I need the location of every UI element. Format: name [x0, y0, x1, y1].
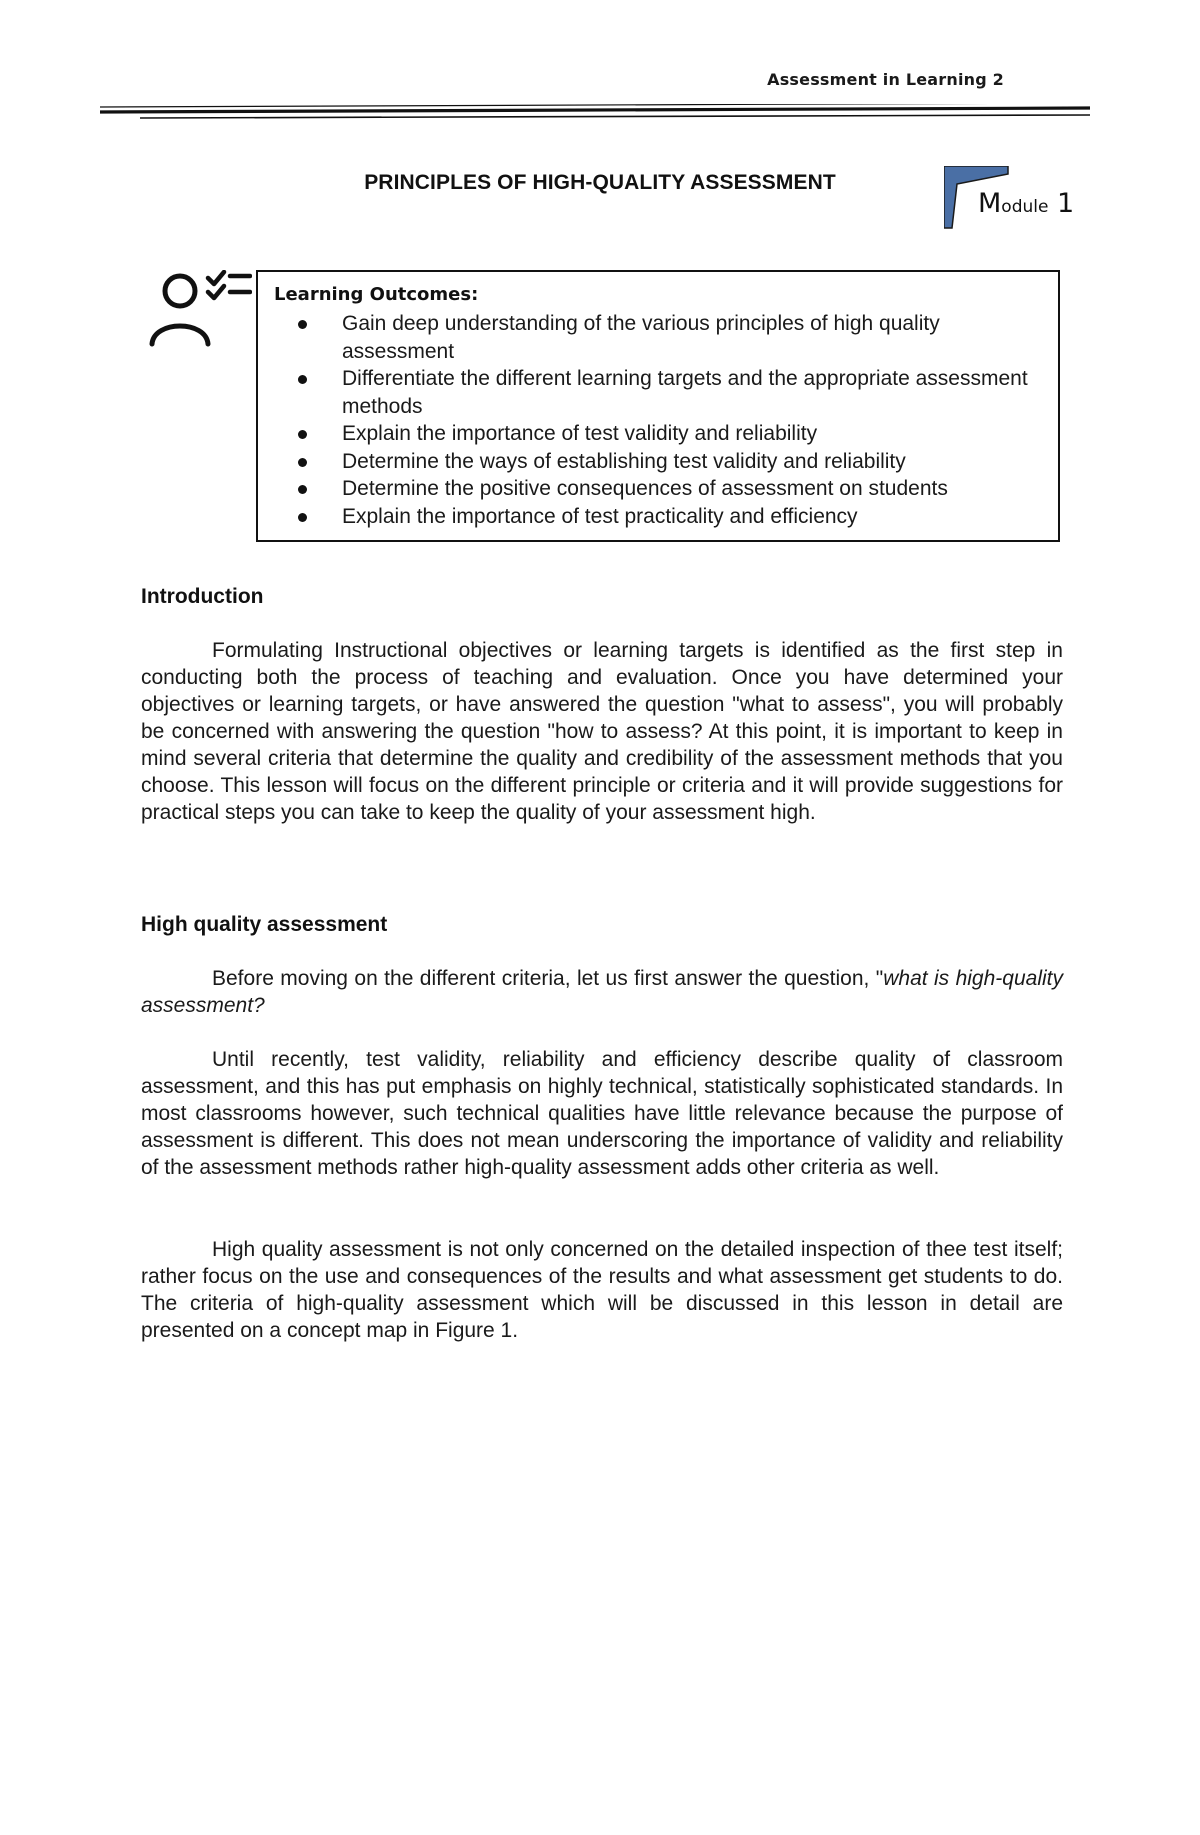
list-item [292, 475, 1032, 503]
bullet-icon [298, 458, 307, 467]
header-rule-top-thin [100, 104, 1090, 107]
header-rule [100, 104, 1090, 128]
learning-outcomes-list [292, 310, 1032, 530]
module-number: 1 [1057, 188, 1075, 219]
module-label [978, 188, 1074, 219]
list-item [292, 365, 1032, 420]
bullet-icon [298, 430, 307, 439]
learner-checklist-icon [146, 270, 252, 350]
high-quality-paragraph-2: Until recently, test validity, reliability and efficiency describe quality of classroom assessment, and this has put emphasis on highly technical, statistically sophisticated standards. In most classrooms however, such technical qualities have little relevance because the purpose of assessment is different. This does not mean underscoring the importance of validity and reliability of the assessment methods rather high-quality assessment adds other criteria as well. [141, 1048, 1063, 1179]
running-header: Assessment in Learning 2 [767, 70, 1004, 89]
bullet-icon [298, 513, 307, 522]
high-quality-paragraph-3: High quality assessment is not only concerned on the detailed inspection of thee test itself; rather focus on the use and consequences of the results and what assessment get students to do. The criteria of high-quality assessment which will be discussed in this lesson in detail are presented on a concept map in Figure 1. [141, 1238, 1063, 1342]
outcome-text: Gain deep understanding of the various principles of high quality assessment [342, 312, 940, 363]
outcome-text: Explain the importance of test validity and reliability [342, 422, 818, 445]
list-item [292, 448, 1032, 476]
list-item [292, 503, 1032, 531]
outcome-text: Differentiate the different learning targets and the appropriate assessment methods [342, 367, 1028, 418]
list-item [292, 310, 1032, 365]
introduction-paragraph: Formulating Instructional objectives or learning targets is identified as the first step in conducting both the process of teaching and evaluation. Once you have determined your objectives or learning targets, or have answered the question "what to assess", you will probably be concerned with answering the question "how to assess? At this point, it is important to keep in mind several criteria that determine the quality and credibility of the assessment methods that you choose. This lesson will focus on the different principle or criteria and it will provide suggestions for practical steps you can take to keep the quality of your assessment high. [141, 639, 1063, 824]
list-item [292, 420, 1032, 448]
introduction-heading: Introduction [141, 585, 264, 608]
high-quality-heading: High quality assessment [141, 913, 388, 936]
learning-outcomes-heading: Learning Outcomes: [274, 284, 479, 305]
bullet-icon [298, 375, 307, 384]
outcome-text: Determine the ways of establishing test validity and reliability [342, 449, 906, 473]
bullet-icon [298, 485, 307, 494]
outcome-text: Determine the positive consequences of assessment on students [342, 477, 948, 500]
learning-outcomes-box [256, 270, 1060, 542]
high-quality-paragraph-1 [141, 965, 1063, 1019]
page-title: PRINCIPLES OF HIGH-QUALITY ASSESSMENT [364, 171, 836, 194]
bullet-icon [298, 320, 307, 329]
paragraph-question-text: what is high-quality assessment? [141, 967, 1063, 1017]
module-word: odule [1001, 197, 1049, 217]
module-letter: M [978, 188, 1002, 219]
paragraph-lead-text: Before moving on the different criteria, let us first answer the question, " [212, 967, 884, 990]
outcome-text: Explain the importance of test practicality and efficiency [342, 504, 858, 528]
header-rule-bottom-thin [140, 115, 1090, 118]
header-rule-thick [100, 108, 1090, 112]
module-badge [944, 166, 1104, 232]
